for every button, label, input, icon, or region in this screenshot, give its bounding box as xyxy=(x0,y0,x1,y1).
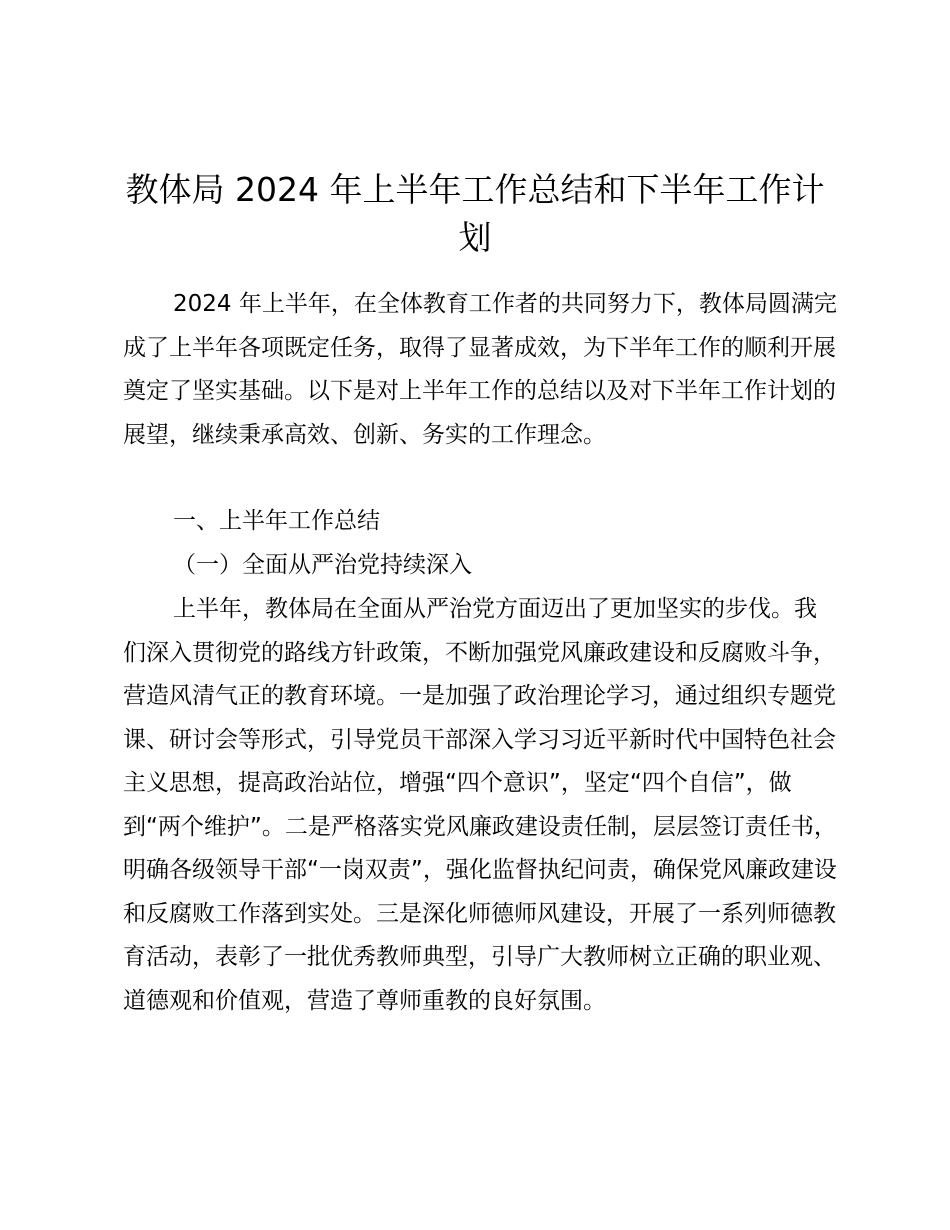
subsection-paragraph: 上半年，教体局在全面从严治党方面迈出了更加坚实的步伐。我们深入贯彻党的路线方针政策，不断加强党风廉政建设和反腐败斗争，营造风清气正的教育环境。一是加强了政治理论学习，通过组织专题党课、研讨会等形式，引导党员干部深入学习习近平新时代中国特色社会主义思想，提高政治站位，增强“四个意识”，坚定“四个自信”，做到“两个维护”。二是严格落实党风廉政建设责任制，层层签订责任书，明确各级领导干部“一岗双责”，强化监督执纪问责，确保党风廉政建设和反腐败工作落到实处。三是深化师德师风建设，开展了一系列师德教育活动，表彰了一批优秀教师典型，引导广大教师树立正确的职业观、道德观和价值观，营造了尊师重教的良好氛围。 xyxy=(123,596,837,1014)
subsection-heading: （一）全面从严治党持续深入 xyxy=(173,552,472,578)
section-heading: 一、上半年工作总结 xyxy=(173,508,380,534)
document-title: 教体局 2024 年上半年工作总结和下半年工作计划 xyxy=(125,170,825,257)
intro-paragraph: 2024 年上半年，在全体教育工作者的共同努力下，教体局圆满完成了上半年各项既定任务，取得了显著成效，为下半年工作的顺利开展奠定了坚实基础。以下是对上半年工作的总结以及对下半年工作计划的展望，继续秉承高效、创新、务实的工作理念。 xyxy=(123,291,837,448)
